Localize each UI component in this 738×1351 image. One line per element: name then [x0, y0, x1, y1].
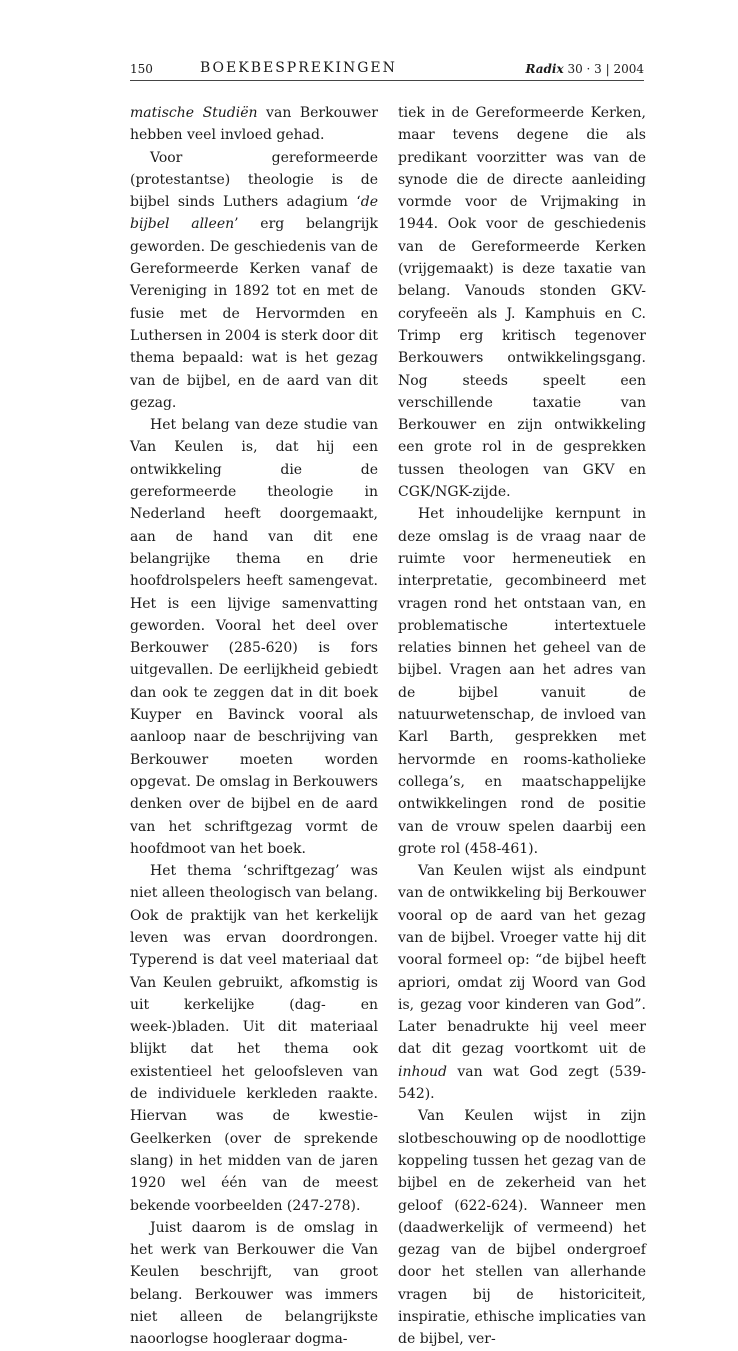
- journal-issue: 30 · 3 | 2004: [567, 62, 644, 76]
- paragraph: tiek in de Gereformeerde Kerken, maar tevens degene die als predikant voorzitter was van de synode die de directe aanleiding vormde voor de Vrijmaking in 1944. Ook voor de geschiedenis van de Gereformeerde Kerken (vrijgemaakt) is deze taxatie van belang. Vanouds stonden GKV-coryfeeën als J. Kamphuis en C. Trimp erg kritisch tegenover Berkouwers ontwikkelingsgang. Nog steeds speelt een verschillende taxatie van Berkouwer en zijn ontwikkeling een grote rol in de gesprekken tussen theologen van GKV en CGK/NGK-zijde.: [398, 105, 646, 501]
- journal-reference: [525, 62, 644, 76]
- italic-word: inhoud: [398, 1063, 447, 1080]
- paragraph: Het belang van deze studie van Van Keulen is, dat hij een ontwikkeling die de gereformeerde theologie in Nederland heeft doorgemaakt, aan de hand van dit ene belangrijke thema en drie hoofdrolspelers heeft samengevat. Het is een lijvige samenvatting geworden. Vooral het deel over Berkouwer (285-620) is fors uitgevallen. De eerlijkheid gebiedt dan ook te zeggen dat in dit boek Kuyper en Bavinck vooral als aanloop naar de beschrijving van Berkouwer moeten worden opgevat. De omslag in Berkouwers denken over de bijbel en de aard van het schriftgezag vormt de hoofdmoot van het boek.: [130, 417, 378, 857]
- italic-phrase: de bijbel alleen: [130, 194, 378, 233]
- paragraph: Van Keulen wijst als eindpunt van de ontwikkeling bij Berkouwer vooral op de aard van het gezag van de bijbel. Vroeger vatte hij dit vooral formeel op: “de bijbel heeft apriori, omdat zij Woord van God is, gezag voor kinderen van God”. Later benadrukte hij veel meer dat dit gezag voortkomt uit de inhoud van wat God zegt (539-542).: [398, 863, 646, 1103]
- right-column: [398, 102, 646, 1351]
- paragraph: Juist daarom is de omslag in het werk van Berkouwer die Van Keulen beschrijft, van groot belang. Berkouwer was immers niet alleen de belangrijkste naoorlogse hoogleraar dogma-: [130, 1219, 378, 1348]
- section-title: BOEKBESPREKINGEN: [200, 60, 397, 76]
- running-header: [130, 60, 644, 80]
- paragraph: Het thema ‘schriftgezag’ was niet alleen theologisch van belang. Ook de praktijk van het kerkelijk leven was ervan doordrongen. Typerend is dat veel materiaal dat Van Keulen gebruikt, afkomstig is uit kerkelijke (dag- en week-)bladen. Uit dit materiaal blijkt dat het thema ook existentieel het geloofsleven van de individuele kerkleden raakte. Hiervan was de kwestie-Geelkerken (over de sprekende slang) in het midden van de jaren 1920 wel één van de meest bekende voorbeelden (247-278).: [130, 863, 378, 1214]
- paragraph: Voor gereformeerde (protestantse) theologie is de bijbel sinds Luthers adagium ‘de bijbel alleen’ erg belangrijk geworden. De geschiedenis van de Gereformeerde Kerken vanaf de Vereniging in 1892 tot en met de fusie met de Hervormden en Luthersen in 2004 is sterk door dit thema bepaald: wat is het gezag van de bijbel, en de aard van dit gezag.: [130, 149, 379, 411]
- left-column: [130, 102, 378, 1351]
- header-rule: [130, 80, 644, 81]
- italic-title: matische Studiën: [130, 105, 258, 121]
- page-number: 150: [130, 62, 153, 76]
- paragraph: Het inhoudelijke kernpunt in deze omslag is de vraag naar de ruimte voor hermeneutiek en interpretatie, gecombineerd met vragen rond het ontstaan van, en problematische intertextuele relaties binnen het geheel van de bijbel. Vragen aan het adres van de bijbel vanuit de natuurwetenschap, de invloed van Karl Barth, gesprekken met hervormde en rooms-katholieke collega’s, en maatschappelijke ontwikkelingen rond de positie van de vrouw spelen daarbij een grote rol (458-461).: [398, 506, 646, 857]
- paragraph: matische Studiën van Berkouwer hebben veel invloed gehad.: [130, 105, 378, 144]
- journal-name: Radix: [525, 62, 564, 76]
- paragraph: Van Keulen wijst in zijn slotbeschouwing op de noodlottige koppeling tussen het gezag van de bijbel en de zekerheid van het geloof (622-624). Wanneer men (daadwerkelijk of vermeend) het gezag van de bijbel ondergroef door het stellen van allerhande vragen bij de historiciteit, inspiratie, ethische implicaties van de bijbel, ver-: [398, 1108, 646, 1348]
